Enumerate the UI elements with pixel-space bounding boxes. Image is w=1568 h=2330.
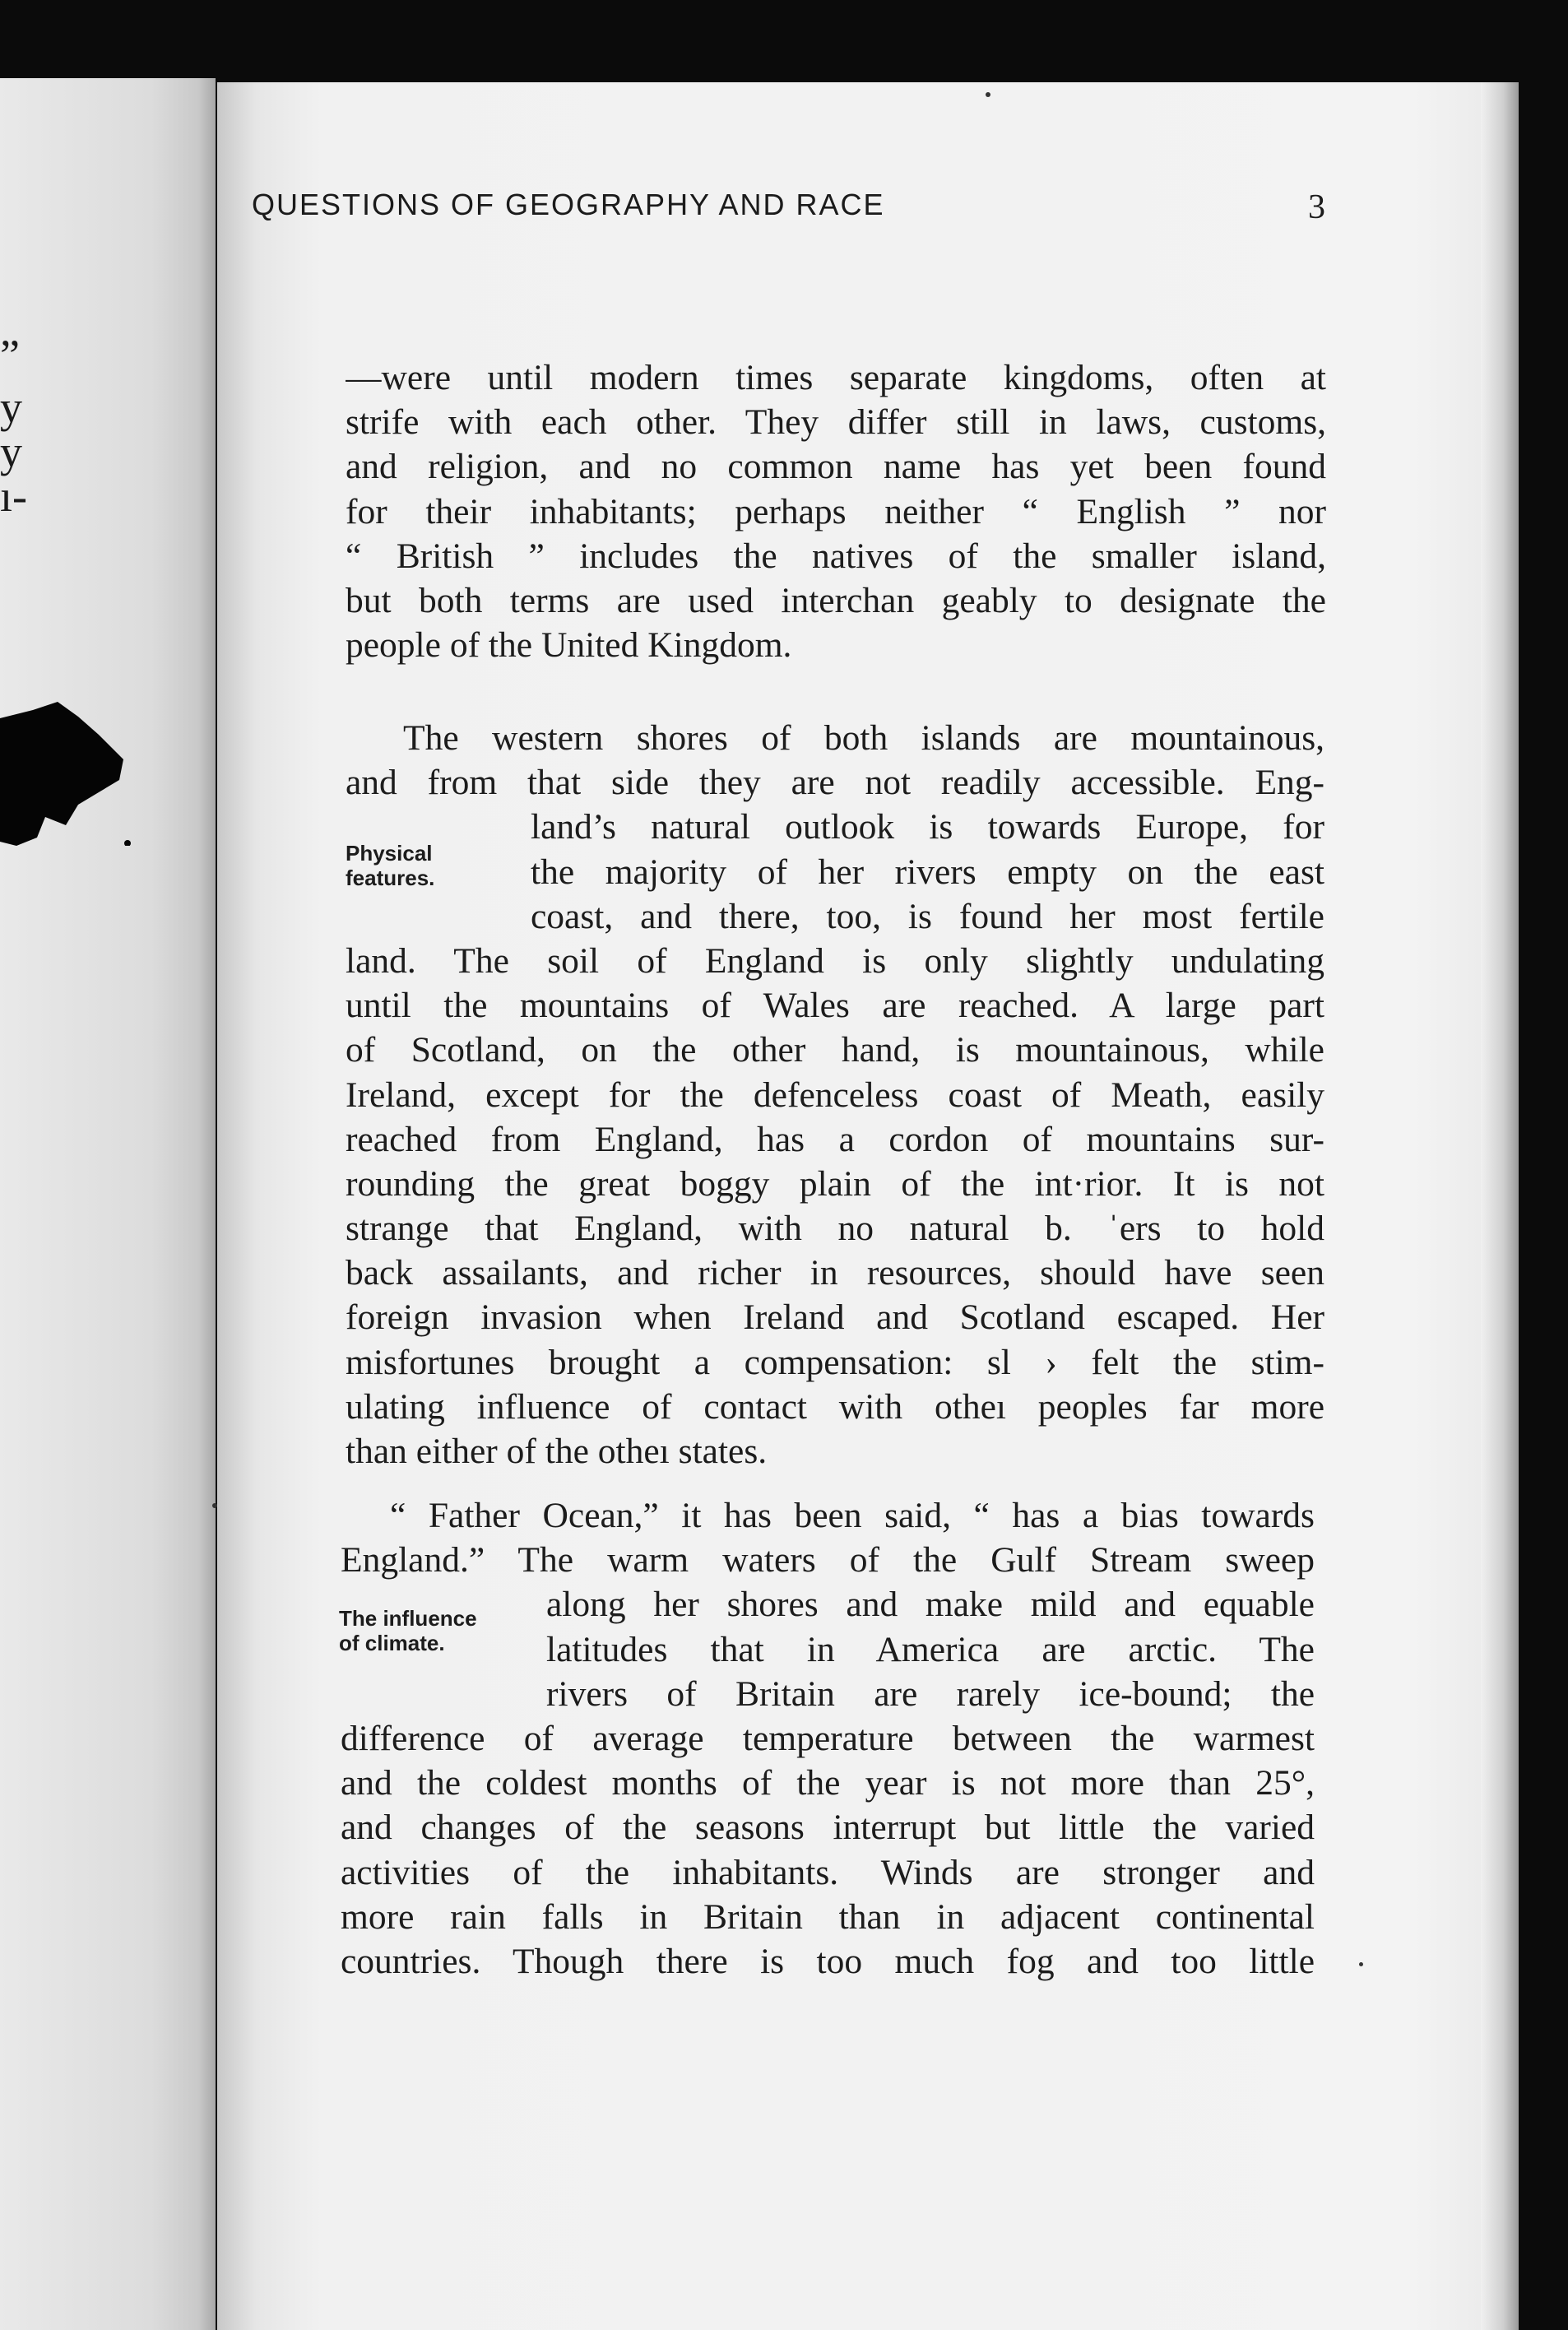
text-line: foreign invasion when Ireland and Scotland escaped. Her — [346, 1297, 1324, 1338]
text-line: England.” The warm waters of the Gulf Stream sweep — [341, 1540, 1315, 1580]
left-page-edge — [0, 78, 216, 2330]
text-line: “ British ” includes the natives of the smaller island, — [346, 536, 1326, 576]
running-header — [252, 188, 1327, 237]
page-edge-shadow — [1481, 82, 1519, 2330]
text-line: along her shores and make mild and equable — [546, 1585, 1315, 1625]
text-line: misfortunes brought a compensation: sl › felt the stim- — [346, 1342, 1324, 1382]
text-line: strange that England, with no natural b. ˈers to hold — [346, 1209, 1324, 1249]
text-line: reached from England, has a cordon of mountains sur- — [346, 1119, 1324, 1159]
text-line: rounding the great boggy plain of the int·rior. It is not — [346, 1163, 1324, 1204]
text-line: latitudes that in America are arctic. The — [546, 1629, 1315, 1669]
text-line: until the mountains of Wales are reached. A large part — [346, 986, 1324, 1026]
text-line: the majority of her rivers empty on the east — [531, 852, 1324, 892]
text-line: but both terms are used interchan geably to designate the — [346, 580, 1326, 620]
text-line: “ Father Ocean,” it has been said, “ has a bias towards — [390, 1496, 1315, 1535]
sidenote-line: features. — [346, 866, 435, 890]
text-line: Ireland, except for the defenceless coast of Meath, easily — [346, 1074, 1324, 1115]
sidenote-line: The influence — [339, 1606, 477, 1631]
scan-speck — [212, 1503, 217, 1508]
text-line: difference of average temperature between the warmest — [341, 1718, 1315, 1758]
text-line: for their inhabitants; perhaps neither “ English ” nor — [346, 491, 1326, 531]
left-page-fragment: y — [0, 427, 22, 476]
text-line: coast, and there, too, is found her most fertile — [531, 896, 1324, 936]
text-line: more rain falls in Britain than in adjacent continental — [341, 1896, 1315, 1937]
text-line: of Scotland, on the other hand, is mountainous, while — [346, 1030, 1324, 1070]
paragraph-3 — [341, 1493, 1315, 1984]
sidenote-line: of climate. — [339, 1631, 445, 1655]
text-line: ulating influence of contact with otheı peoples far more — [346, 1386, 1324, 1427]
text-line: than either of the otheı states. — [346, 1432, 768, 1471]
scan-speck — [986, 92, 990, 97]
page-number: 3 — [1308, 188, 1327, 226]
ink-blot-illustration — [0, 702, 132, 846]
text-line: land. The soil of England is only slightly undulating — [346, 940, 1324, 981]
text-line: countries. Though there is too much fog and too little — [341, 1941, 1315, 1981]
running-title: QUESTIONS OF GEOGRAPHY AND RACE — [252, 188, 885, 221]
text-line: and changes of the seasons interrupt but little the varied — [341, 1808, 1315, 1848]
text-line: and religion, and no common name has yet been found — [346, 447, 1326, 487]
text-line: activities of the inhabitants. Winds are stronger and — [341, 1852, 1315, 1892]
left-page-fragment: ” — [0, 331, 20, 380]
text-line: rivers of Britain are rarely ice-bound; the — [546, 1673, 1315, 1714]
text-line: back assailants, and richer in resources, should have seen — [346, 1253, 1324, 1293]
text-line: people of the United Kingdom. — [346, 625, 792, 666]
sidenote-line: Physical — [346, 841, 433, 866]
text-line: land’s natural outlook is towards Europe, for — [531, 807, 1324, 847]
text-line: and from that side they are not readily accessible. Eng- — [346, 763, 1324, 803]
text-line: —were until modern times separate kingdoms, often at — [346, 358, 1326, 397]
left-page-fragment: ı- — [0, 471, 27, 521]
text-line: The western shores of both islands are mountainous, — [403, 718, 1324, 758]
scan-speck — [1359, 1962, 1363, 1966]
text-line: strife with each other. They differ still in laws, customs, — [346, 402, 1326, 443]
paragraph-1 — [346, 355, 1326, 667]
left-page-fragment: y — [0, 383, 22, 432]
text-line: and the coldest months of the year is not more than 25°, — [341, 1763, 1315, 1803]
paragraph-2 — [346, 716, 1324, 1474]
